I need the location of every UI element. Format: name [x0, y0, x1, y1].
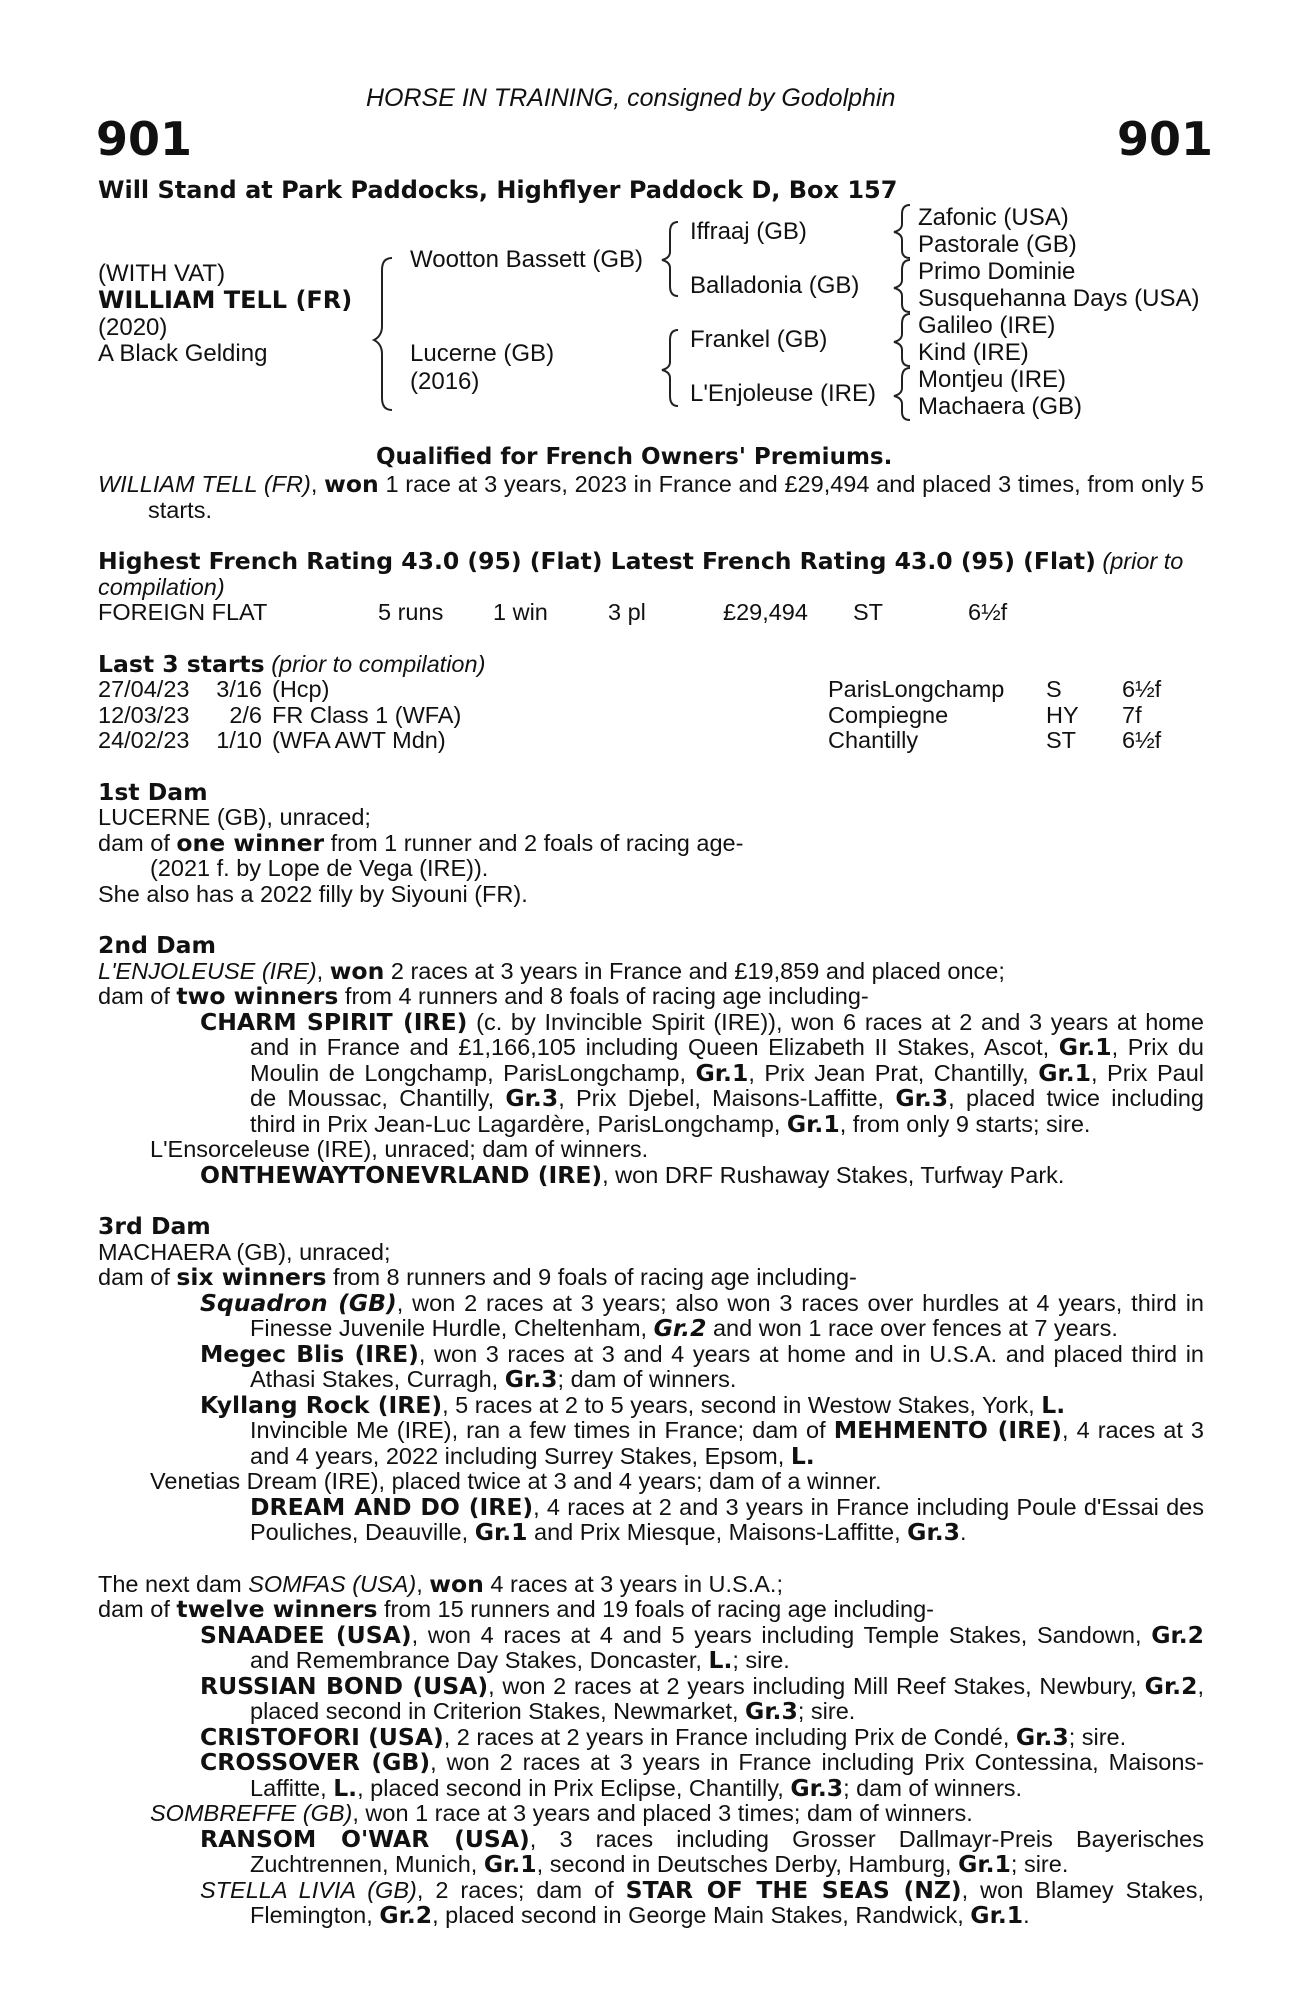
cs-t2: , Prix du Moulin de Longchamp, ParisLongchamp,	[250, 1034, 1204, 1086]
last3-heading	[98, 649, 1204, 678]
pedigree-dam-dam: L'Enjoleuse (IRE)	[690, 380, 876, 407]
dream-and-do-entry	[98, 1492, 1204, 1546]
start-position: 2/6	[229, 701, 262, 728]
sq-t1: , won 2 races at 3 years; also won 3 races over hurdles at 4 years, third in Finesse Juvenile Hurdle, Cheltenham,	[250, 1289, 1205, 1341]
im-t1: Invincible Me (IRE), ran a few times in France; dam of	[250, 1417, 834, 1443]
start-course: Compiegne	[828, 701, 949, 728]
nd-l2a: dam of	[98, 1596, 177, 1622]
dam2-l1d: 2 races at 3 years in France and £19,859 and placed once;	[384, 957, 1005, 984]
nd-l1a: The next dam	[98, 1570, 249, 1597]
sn-g1: Gr.2	[1151, 1620, 1205, 1649]
dam2-title: 2nd Dam	[98, 931, 216, 959]
pedigree-sire-sire: Iffraaj (GB)	[690, 218, 807, 245]
im-t2: , 4 races at 3 and 4 years, 2022 including Surrey Stakes, Epsom,	[250, 1417, 1204, 1469]
dam1-line3: (2021 f. by Lope de Vega (IRE)).	[150, 855, 489, 881]
sq-g: Gr.2	[653, 1314, 707, 1342]
pedigree-sdd: Susquehanna Days (USA)	[918, 285, 1200, 312]
ro-g2: Gr.1	[958, 1850, 1011, 1878]
squadron-entry	[98, 1288, 1205, 1342]
summary-won: won	[324, 470, 379, 498]
stella-livia-entry	[98, 1875, 1204, 1929]
pedigree-sss: Zafonic (USA)	[918, 204, 1069, 231]
ensorceleuse-entry: L'Ensorceleuse (IRE), unraced; dam of winners.	[150, 1136, 649, 1162]
last3-title: Last 3 starts	[98, 649, 265, 678]
start-race: FR Class 1 (WFA)	[272, 701, 462, 728]
sq-t2: and won 1 race over fences at 7 years.	[706, 1315, 1118, 1341]
dam1-l2b: one winner	[176, 828, 325, 857]
start-distance: 6½f	[1122, 676, 1162, 702]
record-runs: 5 runs	[378, 599, 444, 625]
somfas-name: SOMFAS (USA)	[248, 1570, 417, 1597]
stand-location: Will Stand at Park Paddocks, Highflyer Paddock D, Box 157	[98, 176, 898, 204]
nd-l2b: twelve winners	[176, 1595, 378, 1623]
cs-g2: Gr.1	[695, 1058, 749, 1087]
start-date: 12/03/23	[98, 701, 190, 728]
rb-g1: Gr.2	[1144, 1671, 1198, 1700]
dd-t3: .	[959, 1519, 967, 1545]
cs-g4: Gr.3	[505, 1084, 559, 1112]
nd-l1c: ,	[416, 1570, 430, 1597]
lot-number-left: 901	[96, 112, 193, 166]
start-course: ParisLongchamp	[828, 676, 1005, 702]
kyllang-rock-name: Kyllang Rock (IRE)	[200, 1390, 443, 1419]
nd-won: won	[429, 1569, 484, 1598]
dam1-line2	[98, 828, 1204, 857]
otw-name: ONTHEWAYTONEVRLAND (IRE)	[200, 1160, 603, 1189]
kr-t1: , 5 races at 2 to 5 years, second in Westow Stakes, York,	[442, 1391, 1042, 1418]
co-g1: L.	[333, 1773, 358, 1802]
russian-bond-entry	[98, 1671, 1204, 1725]
dam2-l2c: from 4 runners and 8 foals of racing age including-	[338, 983, 869, 1009]
start-course: Chantilly	[828, 727, 919, 753]
sl-g1: Gr.2	[379, 1901, 433, 1929]
pedigree-dam-year: (2016)	[410, 368, 480, 395]
mb-t1: , won 3 races at 3 and 4 years at home and in U.S.A. and placed third in Athasi Stakes, Curragh,	[250, 1340, 1204, 1392]
im-g: L.	[790, 1441, 815, 1470]
summary-text: 1 race at 3 years, 2023 in France and £29,494 and placed 3 times, from only 5 starts.	[148, 471, 1205, 523]
dam2-name: L'ENJOLEUSE (IRE)	[98, 957, 317, 984]
dd-t1: , 4 races at 2 and 3 years in France including Poule d'Essai des Pouliches, Deauville,	[250, 1493, 1204, 1545]
summary-horse-name: WILLIAM TELL (FR)	[98, 471, 311, 497]
table-row	[98, 677, 1204, 703]
start-position: 1/10	[216, 727, 262, 753]
dam2-line1	[98, 956, 1204, 985]
venetias-dream-entry: Venetias Dream (IRE), placed twice at 3 and 4 years; dam of a winner.	[150, 1468, 882, 1494]
nd-l1e: 4 races at 3 years in U.S.A.;	[483, 1570, 783, 1597]
cr-t1: , 2 races at 2 years in France including Prix de Condé,	[443, 1723, 1016, 1750]
pedigree-dsd: Kind (IRE)	[918, 339, 1029, 366]
rb-t2: , placed second in Criterion Stakes, Newmarket,	[250, 1672, 1204, 1724]
pedigree-ddd: Machaera (GB)	[918, 393, 1083, 420]
sombreffe-name: SOMBREFFE (GB)	[150, 1800, 353, 1826]
dream-and-do-name: DREAM AND DO (IRE)	[250, 1492, 534, 1521]
ransom-owar-name: RANSOM O'WAR (USA)	[200, 1824, 530, 1853]
start-going: HY	[1046, 701, 1079, 728]
onthewaytonevrland-entry	[98, 1160, 1204, 1189]
cs-t7: , from only 9 starts; sire.	[839, 1110, 1091, 1137]
nextdam-line1	[98, 1569, 1204, 1598]
cs-g3: Gr.1	[1038, 1058, 1092, 1087]
record-going: ST	[853, 599, 884, 625]
pedigree-sire: Wootton Bassett (GB)	[410, 246, 643, 273]
sn-t3: ; sire.	[732, 1647, 790, 1673]
stella-livia-name: STELLA LIVIA (GB)	[200, 1876, 417, 1903]
mb-g: Gr.3	[504, 1365, 558, 1393]
snaadee-name: SNAADEE (USA)	[200, 1620, 412, 1649]
dd-g2: Gr.3	[907, 1518, 960, 1546]
rating-bold: Highest French Rating 43.0 (95) (Flat) Latest French Rating 43.0 (95) (Flat)	[98, 547, 1096, 575]
mb-t2: ; dam of winners.	[557, 1366, 737, 1392]
pedigree-dam-sire: Frankel (GB)	[690, 326, 828, 353]
charm-spirit-entry	[98, 1007, 1205, 1138]
star-of-the-seas-name: STAR OF THE SEAS (NZ)	[625, 1875, 962, 1904]
cs-g1: Gr.1	[1058, 1033, 1112, 1061]
record-type: FOREIGN FLAT	[98, 599, 268, 625]
dam3-l2c: from 8 runners and 9 foals of racing age including-	[326, 1264, 857, 1290]
pedigree-dam: Lucerne (GB)	[410, 340, 555, 367]
start-race: (Hcp)	[272, 676, 330, 702]
dam3-line1: MACHAERA (GB), unraced;	[98, 1238, 391, 1265]
co-t1: , won 2 races at 3 years in France including Prix Contessina, Maisons-Laffitte,	[250, 1749, 1204, 1801]
dd-g1: Gr.1	[474, 1518, 528, 1546]
last3-note: (prior to compilation)	[271, 650, 486, 677]
dam2-l2a: dam of	[98, 983, 177, 1009]
invincible-me-entry	[98, 1418, 1204, 1469]
crossover-entry	[98, 1750, 1204, 1801]
sn-t2: and Remembrance Day Stakes, Doncaster,	[250, 1647, 709, 1673]
lot-number-right: 901	[1117, 112, 1214, 166]
kr-g: L.	[1041, 1390, 1066, 1419]
record-earnings: £29,494	[723, 599, 808, 625]
russian-bond-name: RUSSIAN BOND (USA)	[200, 1671, 489, 1700]
sombreffe-entry	[98, 1801, 1204, 1827]
kyllang-rock-entry	[98, 1390, 1204, 1419]
dam2-sep: ,	[316, 957, 330, 984]
sl-t1: , 2 races; dam of	[416, 1876, 626, 1903]
dam1-l2c: from 1 runner and 2 foals of racing age-	[324, 829, 744, 856]
charm-spirit-name: CHARM SPIRIT (IRE)	[200, 1007, 468, 1036]
dam3-l2a: dam of	[98, 1264, 177, 1290]
dam3-l2b: six winners	[176, 1263, 327, 1291]
start-position: 3/16	[216, 676, 262, 702]
start-distance: 7f	[1122, 701, 1142, 728]
pedigree-ssd: Pastorale (GB)	[918, 231, 1077, 258]
co-t3: ; dam of winners.	[843, 1774, 1023, 1801]
megec-blis-entry	[98, 1339, 1204, 1393]
start-race: (WFA AWT Mdn)	[272, 727, 446, 753]
dam1-title: 1st Dam	[98, 777, 208, 806]
cs-g6: Gr.1	[786, 1109, 840, 1138]
dam1-line4: She also has a 2022 filly by Siyouni (FR).	[98, 880, 528, 907]
horse-year: (2020)	[98, 314, 168, 341]
cs-t5: , Prix Djebel, Maisons-Laffitte,	[558, 1085, 896, 1111]
rating-line	[98, 549, 1204, 600]
catalogue-body	[98, 472, 1204, 1929]
otw-t: , won DRF Rushaway Stakes, Turfway Park.	[602, 1161, 1065, 1188]
cristofori-name: CRISTOFORI (USA)	[200, 1722, 444, 1751]
race-record	[98, 600, 1204, 626]
cs-t6: , placed twice including third in Prix Jean-Luc Lagardère, ParisLongchamp,	[250, 1085, 1204, 1137]
dam3-title: 3rd Dam	[98, 1212, 211, 1240]
record-wins: 1 win	[493, 599, 548, 625]
start-going: ST	[1046, 727, 1077, 753]
dam3-line2	[98, 1265, 1204, 1291]
dam2-l2b: two winners	[176, 982, 339, 1010]
co-g2: Gr.3	[790, 1773, 844, 1802]
cs-t3: , Prix Jean Prat, Chantilly,	[748, 1059, 1039, 1086]
sl-g2: Gr.1	[970, 1901, 1024, 1929]
cristofori-entry	[98, 1722, 1204, 1751]
ransom-owar-entry	[98, 1824, 1204, 1878]
horse-description: A Black Gelding	[98, 340, 268, 367]
cr-t2: ; sire.	[1068, 1723, 1127, 1750]
dam2-won: won	[329, 956, 385, 985]
pedigree-sire-dam: Balladonia (GB)	[690, 272, 860, 299]
qualified-note: Qualified for French Owners' Premiums.	[376, 444, 893, 470]
megec-blis-name: Megec Blis (IRE)	[200, 1339, 419, 1368]
pedigree-dds: Montjeu (IRE)	[918, 366, 1067, 393]
ro-g1: Gr.1	[483, 1850, 537, 1878]
horse-name: WILLIAM TELL (FR)	[98, 286, 353, 314]
dam1-l2a: dam of	[98, 829, 177, 856]
ro-t1: , 3 races including Grosser Dallmayr-Preis Bayerisches Zuchtrennen, Munich,	[250, 1825, 1204, 1877]
crossover-name: CROSSOVER (GB)	[200, 1748, 431, 1776]
cs-g5: Gr.3	[895, 1084, 949, 1112]
ro-t3: ; sire.	[1010, 1851, 1069, 1877]
start-date: 27/04/23	[98, 676, 190, 702]
pedigree-brackets	[0, 0, 1314, 430]
nd-l2c: from 15 runners and 19 foals of racing age including-	[377, 1596, 934, 1622]
race-summary: WILLIAM TELL (FR), won 1 race at 3 years, 2023 in France and £29,494 and placed 3 times, from only 5 starts.	[98, 470, 1205, 523]
mehmento-name: MEHMENTO (IRE)	[833, 1416, 1062, 1444]
ro-t2: , second in Deutsches Derby, Hamburg,	[536, 1851, 959, 1877]
cs-t1: (c. by Invincible Spirit (IRE)), won 6 races at 2 and 3 years at home and in France and £1,166,105 including Queen Elizabeth II Stakes, Ascot,	[250, 1008, 1204, 1060]
squadron-name: Squadron (GB)	[200, 1288, 397, 1317]
sb-t: , won 1 race at 3 years and placed 3 times; dam of winners.	[352, 1800, 973, 1826]
dd-t2: and Prix Miesque, Maisons-Laffitte,	[527, 1519, 908, 1545]
dam1-line1: LUCERNE (GB), unraced;	[98, 804, 371, 830]
sn-t1: , won 4 races at 4 and 5 years including Temple Stakes, Sandown,	[411, 1621, 1152, 1648]
pedigree-sds: Primo Dominie	[918, 258, 1076, 285]
consignor-line: HORSE IN TRAINING, consigned by Godolphin	[366, 84, 896, 112]
record-distance: 6½f	[968, 599, 1008, 625]
pedigree-dss: Galileo (IRE)	[918, 312, 1056, 339]
cs-t4: , Prix Paul de Moussac, Chantilly,	[250, 1059, 1205, 1111]
cr-g: Gr.3	[1015, 1722, 1069, 1751]
sl-t2: , won Blamey Stakes, Flemington,	[250, 1876, 1204, 1928]
rb-t1: , won 2 races at 2 years including Mill Reef Stakes, Newbury,	[488, 1672, 1145, 1699]
sn-g2: L.	[708, 1646, 733, 1674]
rating-note: (prior to compilation)	[98, 548, 1184, 600]
vat-note: (WITH VAT)	[98, 260, 226, 287]
start-distance: 6½f	[1122, 727, 1162, 753]
sl-t3: , placed second in George Main Stakes, Randwick,	[432, 1902, 971, 1928]
nextdam-line2	[98, 1597, 1204, 1623]
sl-t4: .	[1023, 1902, 1030, 1928]
start-date: 24/02/23	[98, 727, 190, 753]
start-going: S	[1046, 676, 1062, 702]
rb-t3: ; sire.	[797, 1698, 856, 1724]
snaadee-entry	[98, 1620, 1205, 1674]
table-row	[98, 728, 1204, 754]
co-t2: , placed second in Prix Eclipse, Chantilly,	[357, 1774, 791, 1801]
dam2-line2	[98, 984, 1204, 1010]
table-row	[98, 703, 1204, 729]
record-placed: 3 pl	[608, 599, 646, 625]
rb-g2: Gr.3	[745, 1697, 798, 1725]
last3-table	[98, 677, 1204, 754]
